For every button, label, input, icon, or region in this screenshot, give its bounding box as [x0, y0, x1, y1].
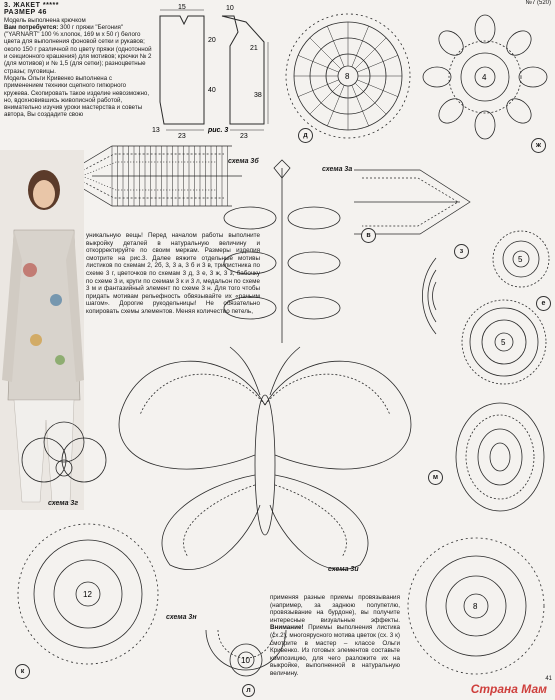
- motif-letter-d: д: [298, 128, 313, 143]
- motif-e: [458, 296, 550, 388]
- page-number: 41: [545, 676, 552, 682]
- motif-z: [490, 228, 552, 290]
- motif-d: [280, 8, 416, 144]
- trefoil-scheme-3g: [14, 420, 114, 500]
- materials-text: 300 г пряжи "Бегония" ("YARNART" 100 % хлопок, 169 м х 50 г) белого цвета для выполнения фоновой сетки и рукавов; около 150 г различной по цвету пряжи (однотонной и секционного крашения) для мотивов; крючки № 2 (для мотивов) и № 1,5 (для сетки); разноцветные стразы; пуговицы.: [4, 23, 152, 75]
- motif-number: 10: [241, 656, 250, 665]
- attention-text: Приемы выполнения листика (сх.2), многоярусного мотива цветок (сх. 3 к) смотрите в мастер – классе Ольги Кривенко. Из готовых элементов составьте композицию, для чего разложите их на выкройке, выполненной в натуральную величину.: [270, 624, 400, 677]
- scheme-3g-label: схема 3г: [48, 500, 79, 507]
- motif-letter-z: з: [454, 244, 469, 259]
- stars: *****: [42, 2, 59, 9]
- intro-description: Модель Ольги Кривенко выполнена с применением техники сцепного гипюрного кружева. Скопировать такое изделие невозможно, но, вдохновившись живописной работой, внимательно изучив уроки мастерства и советы автора, Вы создадите свою: [4, 74, 150, 119]
- motif-letter-e: е: [536, 296, 551, 311]
- motif-letter-k: к: [15, 664, 30, 679]
- issue-number: №7 (520): [525, 0, 551, 6]
- motif-number: 12: [83, 590, 92, 599]
- front-pattern-outline: [222, 16, 264, 124]
- bottom-text: [270, 594, 400, 678]
- pattern-drawing: [150, 2, 270, 144]
- dim-label: 40: [208, 87, 216, 94]
- back-pattern-outline: [160, 16, 204, 124]
- motif-large-bottom-right: [398, 520, 554, 690]
- dim-label: 10: [226, 5, 234, 12]
- dim-label: 38: [254, 92, 262, 99]
- dim-label: 23: [178, 133, 186, 140]
- motif-k: [12, 508, 162, 678]
- dim-label: 13: [152, 127, 160, 134]
- article-title: 3. ЖАКЕТ: [4, 2, 41, 9]
- dim-label: 21: [250, 45, 258, 52]
- motif-letter-v: в: [361, 228, 376, 243]
- motif-number: 8: [345, 72, 350, 81]
- motif-number: 5: [501, 338, 506, 347]
- dim-label: 15: [178, 4, 186, 11]
- leaf-scheme-3a: [340, 160, 480, 240]
- article-author-note: Модель выполнена крючком: [4, 16, 86, 24]
- fan-motif: [366, 248, 446, 338]
- watermark-logo: Страна Мам: [470, 682, 547, 696]
- motif-letter-m: м: [428, 470, 443, 485]
- scheme-3n-label: схема 3н: [166, 614, 197, 621]
- motif-number: 4: [482, 73, 487, 82]
- article-size: РАЗМЕР 46: [4, 9, 47, 17]
- scheme-3a-label: схема 3а: [322, 166, 353, 173]
- intro-block: [4, 2, 152, 119]
- motif-zh: [420, 5, 550, 145]
- motif-m: [448, 398, 552, 516]
- materials-label: Вам потребуется:: [4, 23, 59, 31]
- motif-number: 8: [473, 602, 478, 611]
- instructions-text: уникальную вещь! Перед началом работы выполните выкройку деталей в натуральную величину и откорректируйте по своим меркам. Размеры изделия смотрите на рис.3. Далее вяжите отдельные мотивы листиков по схемам 2, 2б, 3, 3 а, 3 б и 3 в, трилистника по схеме 3 г, цветочков по схемам 3 д, 3 е, 3 ж, 3 з, бабочку по схеме 3 и, круги по схемам 3 к и 3 л, медальон по схеме 3 м и фантазийный элемент по схеме 3 н. Для того чтобы придать мотивам рельефность обвязывайте их «рачьим шагом». Дорогие рукодельницы! Не обязательно копировать схемы элементов. Меняя количество петель,: [86, 232, 260, 315]
- attention-label: Внимание!: [270, 624, 304, 632]
- motif-letter-zh: ж: [531, 138, 546, 153]
- dim-label: 23: [240, 133, 248, 140]
- bottom-text-1: применяя разные приемы провязывания (например, за заднюю полупетлю, провязывание на бурдоне), вы получите интересные визуальные эффекты.: [270, 594, 400, 624]
- scheme-3b-label: схема 3б: [228, 158, 259, 165]
- scheme-3i-label: схема 3и: [328, 566, 359, 573]
- pattern-figure-label: рис. 3: [208, 127, 229, 134]
- motif-letter-l: л: [242, 684, 255, 697]
- motif-number: 5: [518, 255, 523, 264]
- dim-label: 20: [208, 37, 216, 44]
